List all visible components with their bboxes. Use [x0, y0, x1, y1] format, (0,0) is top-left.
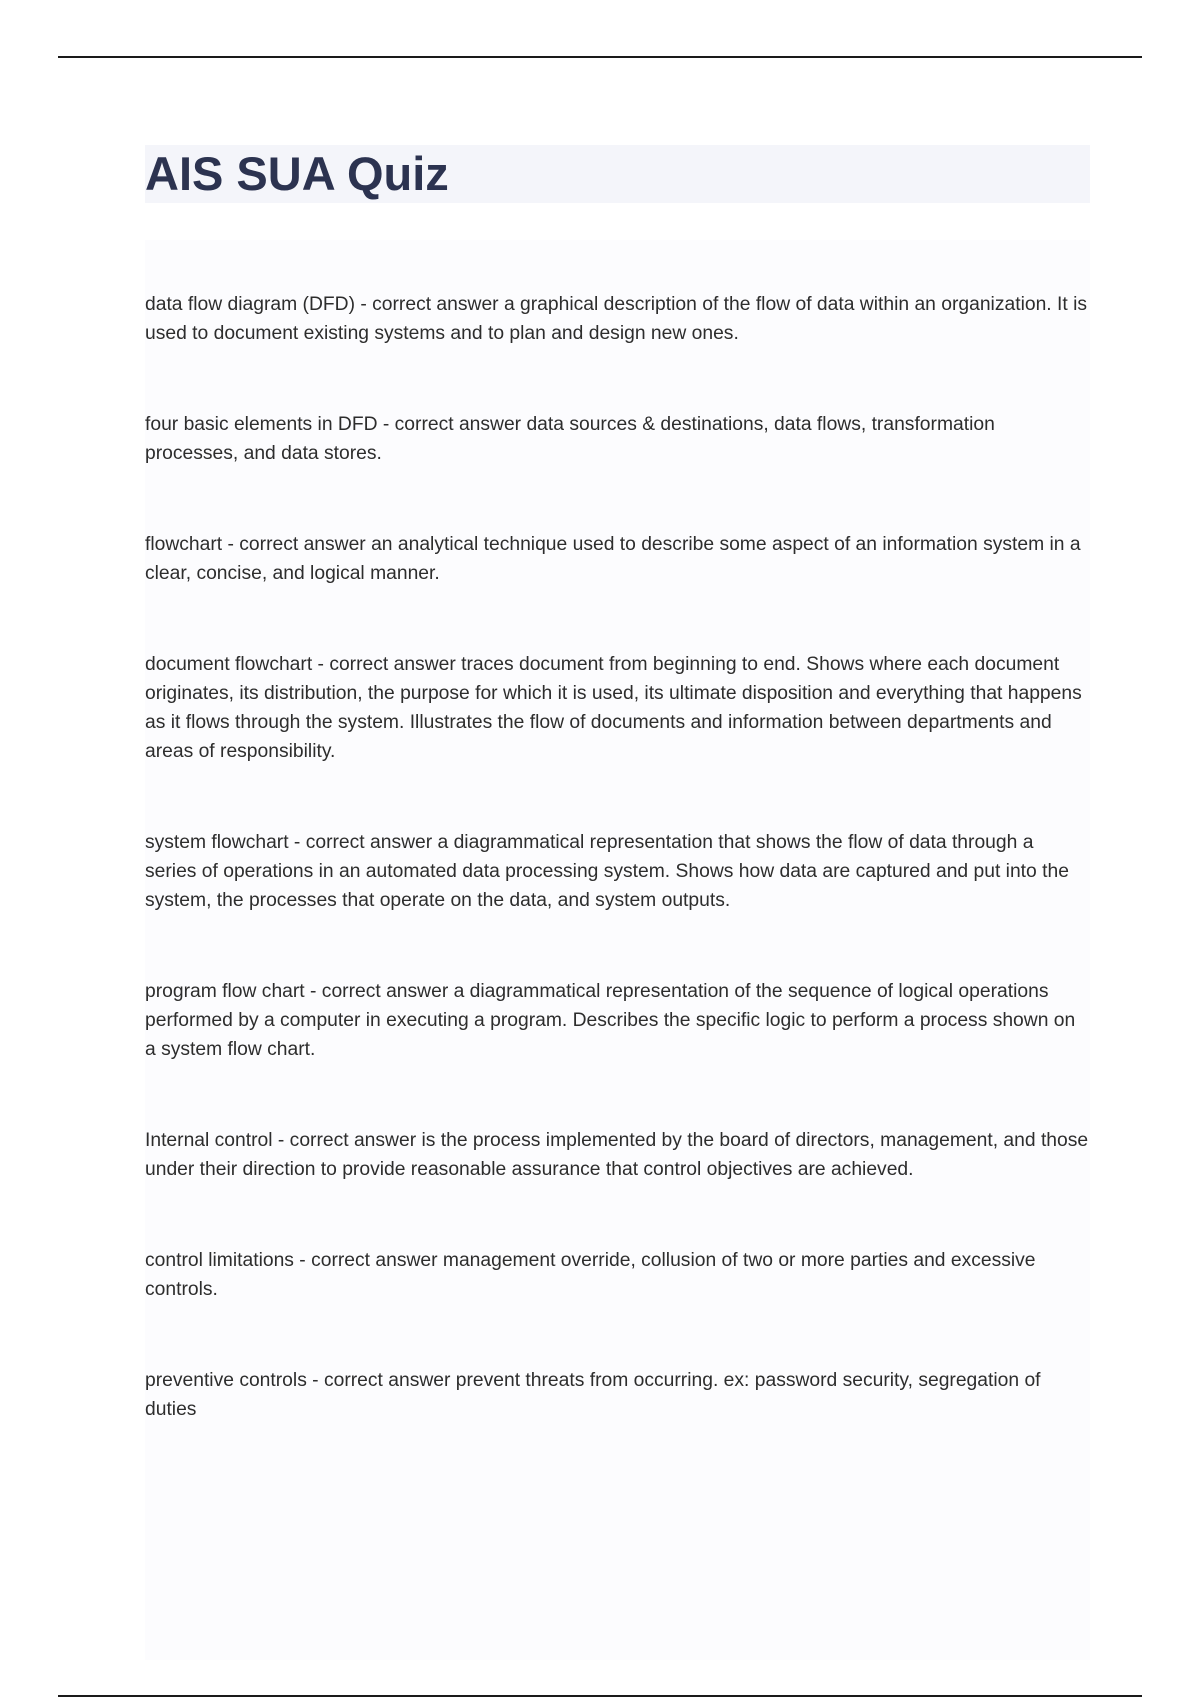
qa-entry-dfd: data flow diagram (DFD) - correct answer a graphical description of the flow of data within an organization. It is used to document existing systems and to plan and design new ones. [145, 294, 1088, 344]
qa-entry-dfd-elements: four basic elements in DFD - correct answer data sources & destinations, data flows, transformation processes, and data stores. [145, 414, 995, 464]
top-rule [58, 56, 1142, 58]
qa-entry-flowchart: flowchart - correct answer an analytical technique used to describe some aspect of an information system in a clear, concise, and logical manner. [145, 534, 1081, 584]
bottom-rule [58, 1695, 1142, 1697]
qa-entry-document-flowchart: document flowchart - correct answer traces document from beginning to end. Shows where each document originates, its distribution, the purpose for which it is used, its ultimate disposition and everything that happens as it flows through the system. Illustrates the flow of documents and information between departments and areas of responsibility. [145, 654, 1082, 762]
qa-list [145, 290, 1090, 1486]
qa-entry-preventive-controls: preventive controls - correct answer prevent threats from occurring. ex: password security, segregation of duties [145, 1370, 1041, 1420]
page-title: AIS SUA Quiz [145, 147, 449, 200]
qa-entry-program-flow-chart: program flow chart - correct answer a diagrammatical representation of the sequence of logical operations performed by a computer in executing a program. Describes the specific logic to perform a process shown on a system flow chart. [145, 981, 1076, 1060]
qa-entry-internal-control: Internal control - correct answer is the process implemented by the board of directors, management, and those under their direction to provide reasonable assurance that control objectives are achieved. [145, 1130, 1089, 1180]
qa-entry-system-flowchart: system flowchart - correct answer a diagrammatical representation that shows the flow of data through a series of operations in an automated data processing system. Shows how data are captured and put into the system, the processes that operate on the data, and system outputs. [145, 832, 1069, 911]
qa-entry-control-limitations: control limitations - correct answer management override, collusion of two or more parties and excessive controls. [145, 1250, 1036, 1300]
